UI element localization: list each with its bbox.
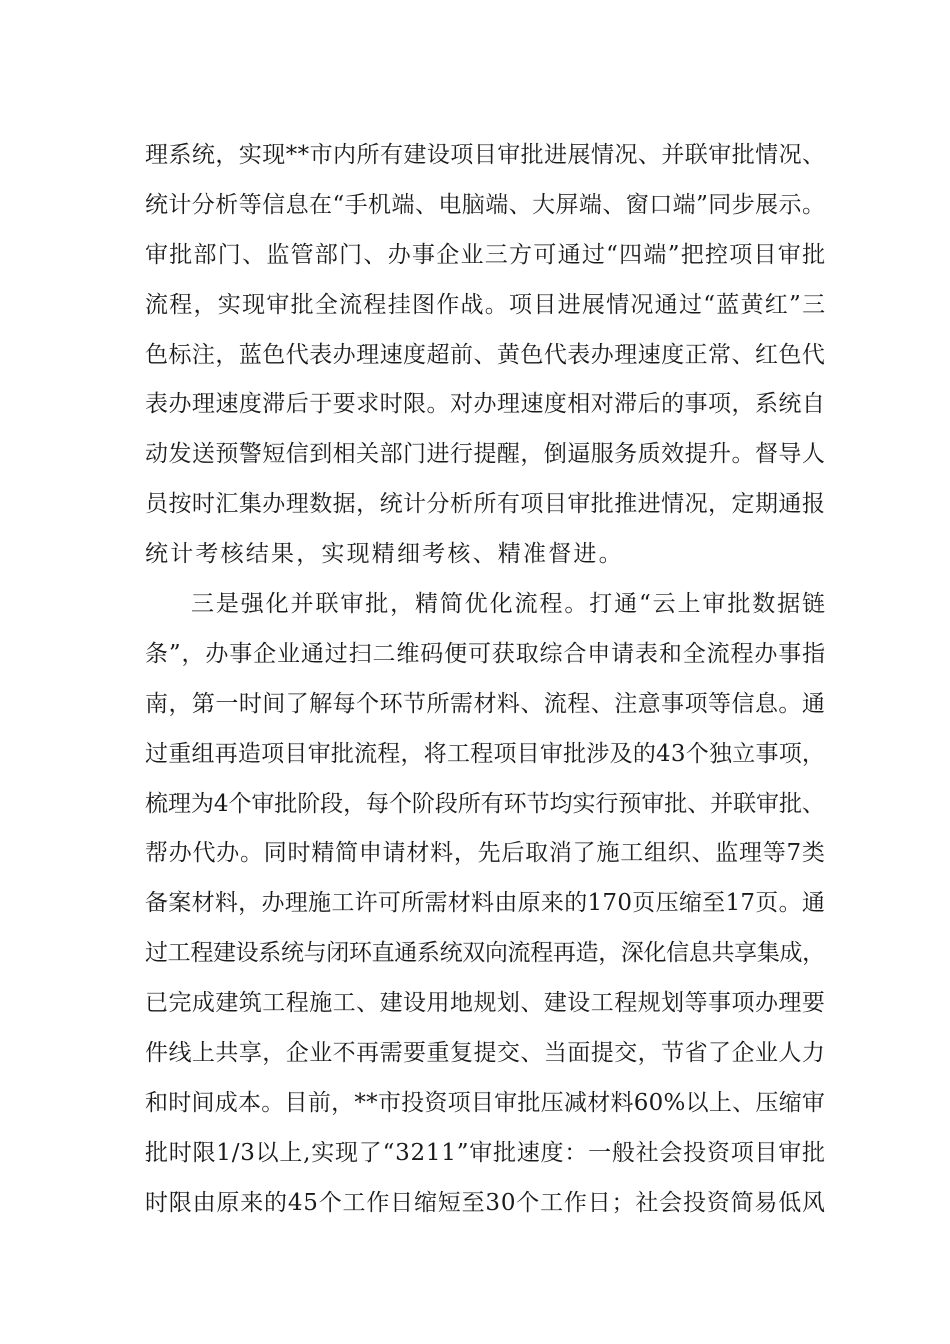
text-line: 统计考核结果，实现精细考核、精准督进。 bbox=[145, 541, 624, 568]
text-line: 过重组再造项目审批流程，将工程项目审批涉及的43个独立事项， bbox=[145, 740, 826, 767]
text-line: 件线上共享，企业不再需要重复提交、当面提交，节省了企业人力 bbox=[145, 1040, 826, 1067]
text-line: 备案材料，办理施工许可所需材料由原来的170页压缩至17页。通 bbox=[145, 890, 826, 917]
text-line: 统计分析等信息在“手机端、电脑端、大屏端、窗口端”同步展示。 bbox=[145, 191, 826, 218]
text-line: 动发送预警短信到相关部门进行提醒，倒逼服务质效提升。督导人 bbox=[145, 441, 826, 468]
paragraph-start-line: 三是强化并联审批，精简优化流程。打通“云上审批数据链 bbox=[191, 591, 827, 618]
text-line: 审批部门、监管部门、办事企业三方可通过“四端”把控项目审批 bbox=[145, 241, 827, 268]
text-line: 帮办代办。同时精简申请材料，先后取消了施工组织、监理等7类 bbox=[145, 840, 826, 867]
text-line: 批时限1/3以上,实现了“3211”审批速度：一般社会投资项目审批 bbox=[145, 1139, 826, 1166]
text-line: 流程，实现审批全流程挂图作战。项目进展情况通过“蓝黄红”三 bbox=[145, 291, 827, 318]
text-line: 时限由原来的45个工作日缩短至30个工作日；社会投资简易低风 bbox=[145, 1189, 826, 1216]
text-line: 过工程建设系统与闭环直通系统双向流程再造，深化信息共享集成， bbox=[145, 940, 825, 967]
text-line: 条”，办事企业通过扫二维码便可获取综合申请表和全流程办事指 bbox=[145, 640, 826, 667]
text-line: 和时间成本。目前，**市投资项目审批压减材料60%以上、压缩审 bbox=[145, 1089, 826, 1116]
body-text bbox=[145, 131, 825, 1229]
text-line: 理系统，实现**市内所有建设项目审批进展情况、并联审批情况、 bbox=[145, 142, 826, 168]
text-line: 色标注，蓝色代表办理速度超前、黄色代表办理速度正常、红色代 bbox=[145, 341, 826, 368]
text-line: 梳理为4个审批阶段，每个阶段所有环节均实行预审批、并联审批、 bbox=[145, 790, 825, 817]
text-line: 员按时汇集办理数据，统计分析所有项目审批推进情况，定期通报 bbox=[145, 491, 826, 518]
text-line: 已完成建筑工程施工、建设用地规划、建设工程规划等事项办理要 bbox=[145, 990, 826, 1017]
text-line: 南，第一时间了解每个环节所需材料、流程、注意事项等信息。通 bbox=[145, 690, 826, 717]
text-line: 表办理速度滞后于要求时限。对办理速度相对滞后的事项，系统自 bbox=[145, 391, 826, 418]
